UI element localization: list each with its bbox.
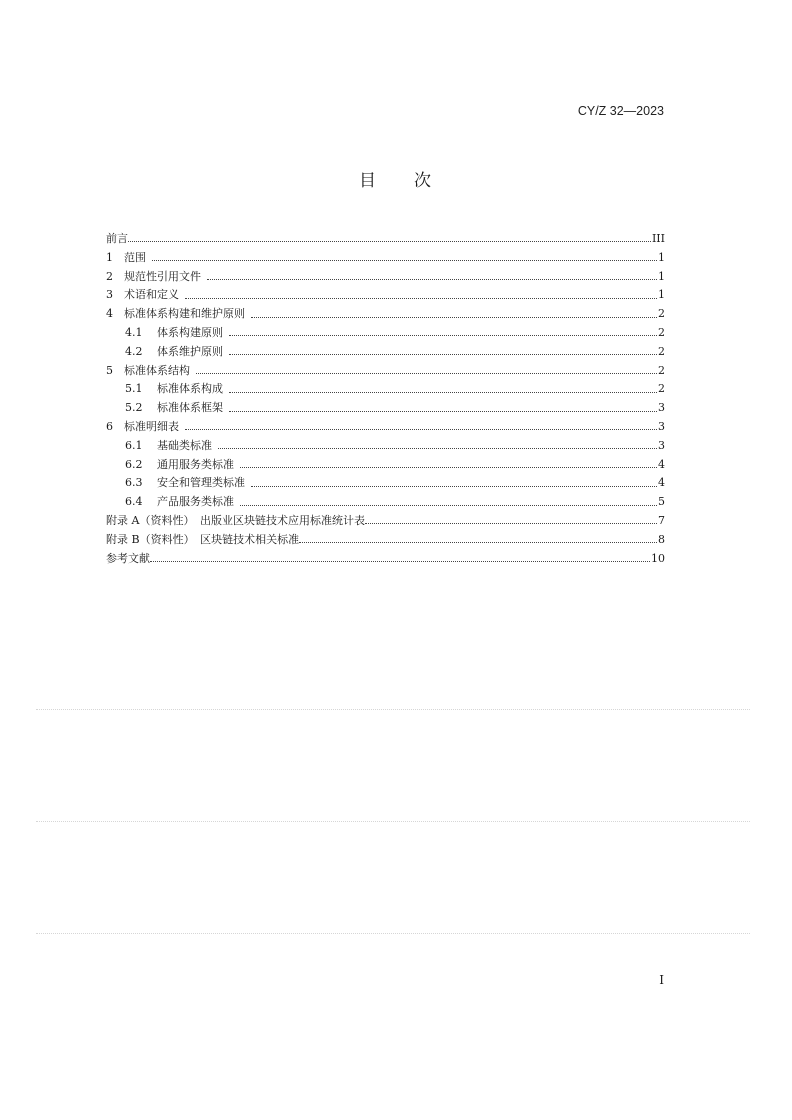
toc-entry-label: 范围 (124, 250, 146, 264)
toc-entry-label: 规范性引用文件 (124, 269, 201, 283)
toc-entry[interactable] (106, 493, 665, 512)
toc-entry-number: 4.2 (125, 344, 143, 358)
toc-entry-number: 4 (106, 307, 113, 321)
toc-entry[interactable] (106, 418, 665, 437)
toc-entry-number: 1 (106, 250, 113, 264)
dot-leader (152, 259, 657, 261)
toc-entry-page: 3 (658, 419, 665, 433)
toc-entry[interactable] (106, 286, 665, 305)
toc-entry-label: 附录 A（资料性） 出版业区块链技术应用标准统计表 (106, 513, 365, 527)
toc-entry-label: 标准明细表 (124, 419, 179, 433)
toc-entry[interactable] (106, 249, 665, 268)
toc-entry-label: 标准体系框架 (157, 401, 223, 415)
toc-entry-page: 2 (658, 382, 665, 396)
dot-leader (229, 410, 657, 412)
toc-entry-number: 5 (106, 363, 113, 377)
toc-entry-label: 体系构建原则 (157, 325, 223, 339)
toc-entry[interactable] (106, 305, 665, 324)
dot-leader (229, 334, 657, 336)
toc-entry-label: 前言 (106, 232, 128, 245)
toc-entry-number: 2 (106, 269, 113, 283)
toc-entry-number: 6 (106, 419, 113, 433)
toc-entry-page: 3 (658, 438, 665, 452)
toc-entry-label: 标准体系构建和维护原则 (124, 307, 245, 321)
toc-entry[interactable] (106, 399, 665, 418)
dot-leader (365, 522, 657, 524)
toc-entry-page: 2 (658, 344, 665, 358)
toc-entry[interactable] (106, 268, 665, 287)
toc-entry-number: 6.3 (125, 476, 143, 490)
toc-entry[interactable] (106, 550, 665, 569)
toc-entry-label: 产品服务类标准 (157, 495, 234, 509)
dot-leader (196, 372, 657, 374)
toc-entry[interactable] (106, 343, 665, 362)
dot-leader (229, 391, 657, 393)
toc-entry-label: 参考文献 (106, 551, 150, 565)
title-part-1: 目 (359, 171, 378, 191)
divider (36, 709, 750, 710)
toc-entry-label: 体系维护原则 (157, 344, 223, 358)
toc-entry[interactable] (106, 324, 665, 343)
dot-leader (207, 278, 657, 280)
dot-leader (240, 466, 657, 468)
toc-entry[interactable] (106, 474, 665, 493)
toc-entry-label: 术语和定义 (124, 288, 179, 302)
table-of-contents (106, 230, 665, 568)
dot-leader (185, 428, 657, 430)
toc-entry[interactable] (106, 531, 665, 550)
toc-entry-page: 8 (658, 532, 665, 546)
page-number: I (659, 973, 664, 987)
toc-entry[interactable] (106, 230, 665, 249)
dot-leader (251, 485, 657, 487)
toc-entry-number: 3 (106, 288, 113, 302)
title-part-2: 次 (414, 171, 433, 191)
page-title (0, 166, 792, 191)
toc-entry-page: 10 (651, 551, 665, 565)
toc-entry-number: 6.2 (125, 457, 143, 471)
toc-entry-page: 5 (658, 495, 665, 509)
toc-entry[interactable] (106, 437, 665, 456)
toc-entry[interactable] (106, 456, 665, 475)
toc-entry-label: 安全和管理类标准 (157, 476, 245, 490)
dot-leader (185, 297, 657, 299)
toc-entry-label: 基础类标准 (157, 438, 212, 452)
toc-entry-page: 1 (658, 288, 665, 302)
toc-entry-page: 2 (658, 325, 665, 339)
dot-leader (299, 541, 657, 543)
toc-entry-number: 5.2 (125, 401, 143, 415)
toc-entry-page: 1 (658, 250, 665, 264)
toc-entry-label: 标准体系结构 (124, 363, 190, 377)
toc-entry-page: III (651, 232, 665, 245)
toc-entry-page: 3 (658, 401, 665, 415)
divider (36, 933, 750, 934)
toc-entry-number: 6.4 (125, 495, 143, 509)
dot-leader (128, 240, 651, 242)
dot-leader (240, 504, 657, 506)
toc-entry-number: 4.1 (125, 325, 143, 339)
toc-entry-number: 6.1 (125, 438, 143, 452)
toc-entry-label: 通用服务类标准 (157, 457, 234, 471)
toc-entry-label: 附录 B（资料性） 区块链技术相关标准 (106, 532, 300, 546)
toc-entry-page: 4 (658, 476, 665, 490)
toc-entry-page: 4 (658, 457, 665, 471)
document-code: CY/Z 32—2023 (577, 104, 664, 118)
toc-entry[interactable] (106, 512, 665, 531)
toc-entry-page: 1 (658, 269, 665, 283)
dot-leader (229, 353, 657, 355)
divider (36, 821, 750, 822)
toc-entry-label: 标准体系构成 (157, 382, 223, 396)
dot-leader (251, 316, 657, 318)
toc-entry-page: 7 (658, 513, 665, 527)
dot-leader (150, 560, 650, 562)
dot-leader (218, 447, 657, 449)
toc-entry[interactable] (106, 380, 665, 399)
toc-entry-number: 5.1 (125, 382, 143, 396)
toc-entry-page: 2 (658, 307, 665, 321)
toc-entry-page: 2 (658, 363, 665, 377)
toc-entry[interactable] (106, 362, 665, 381)
